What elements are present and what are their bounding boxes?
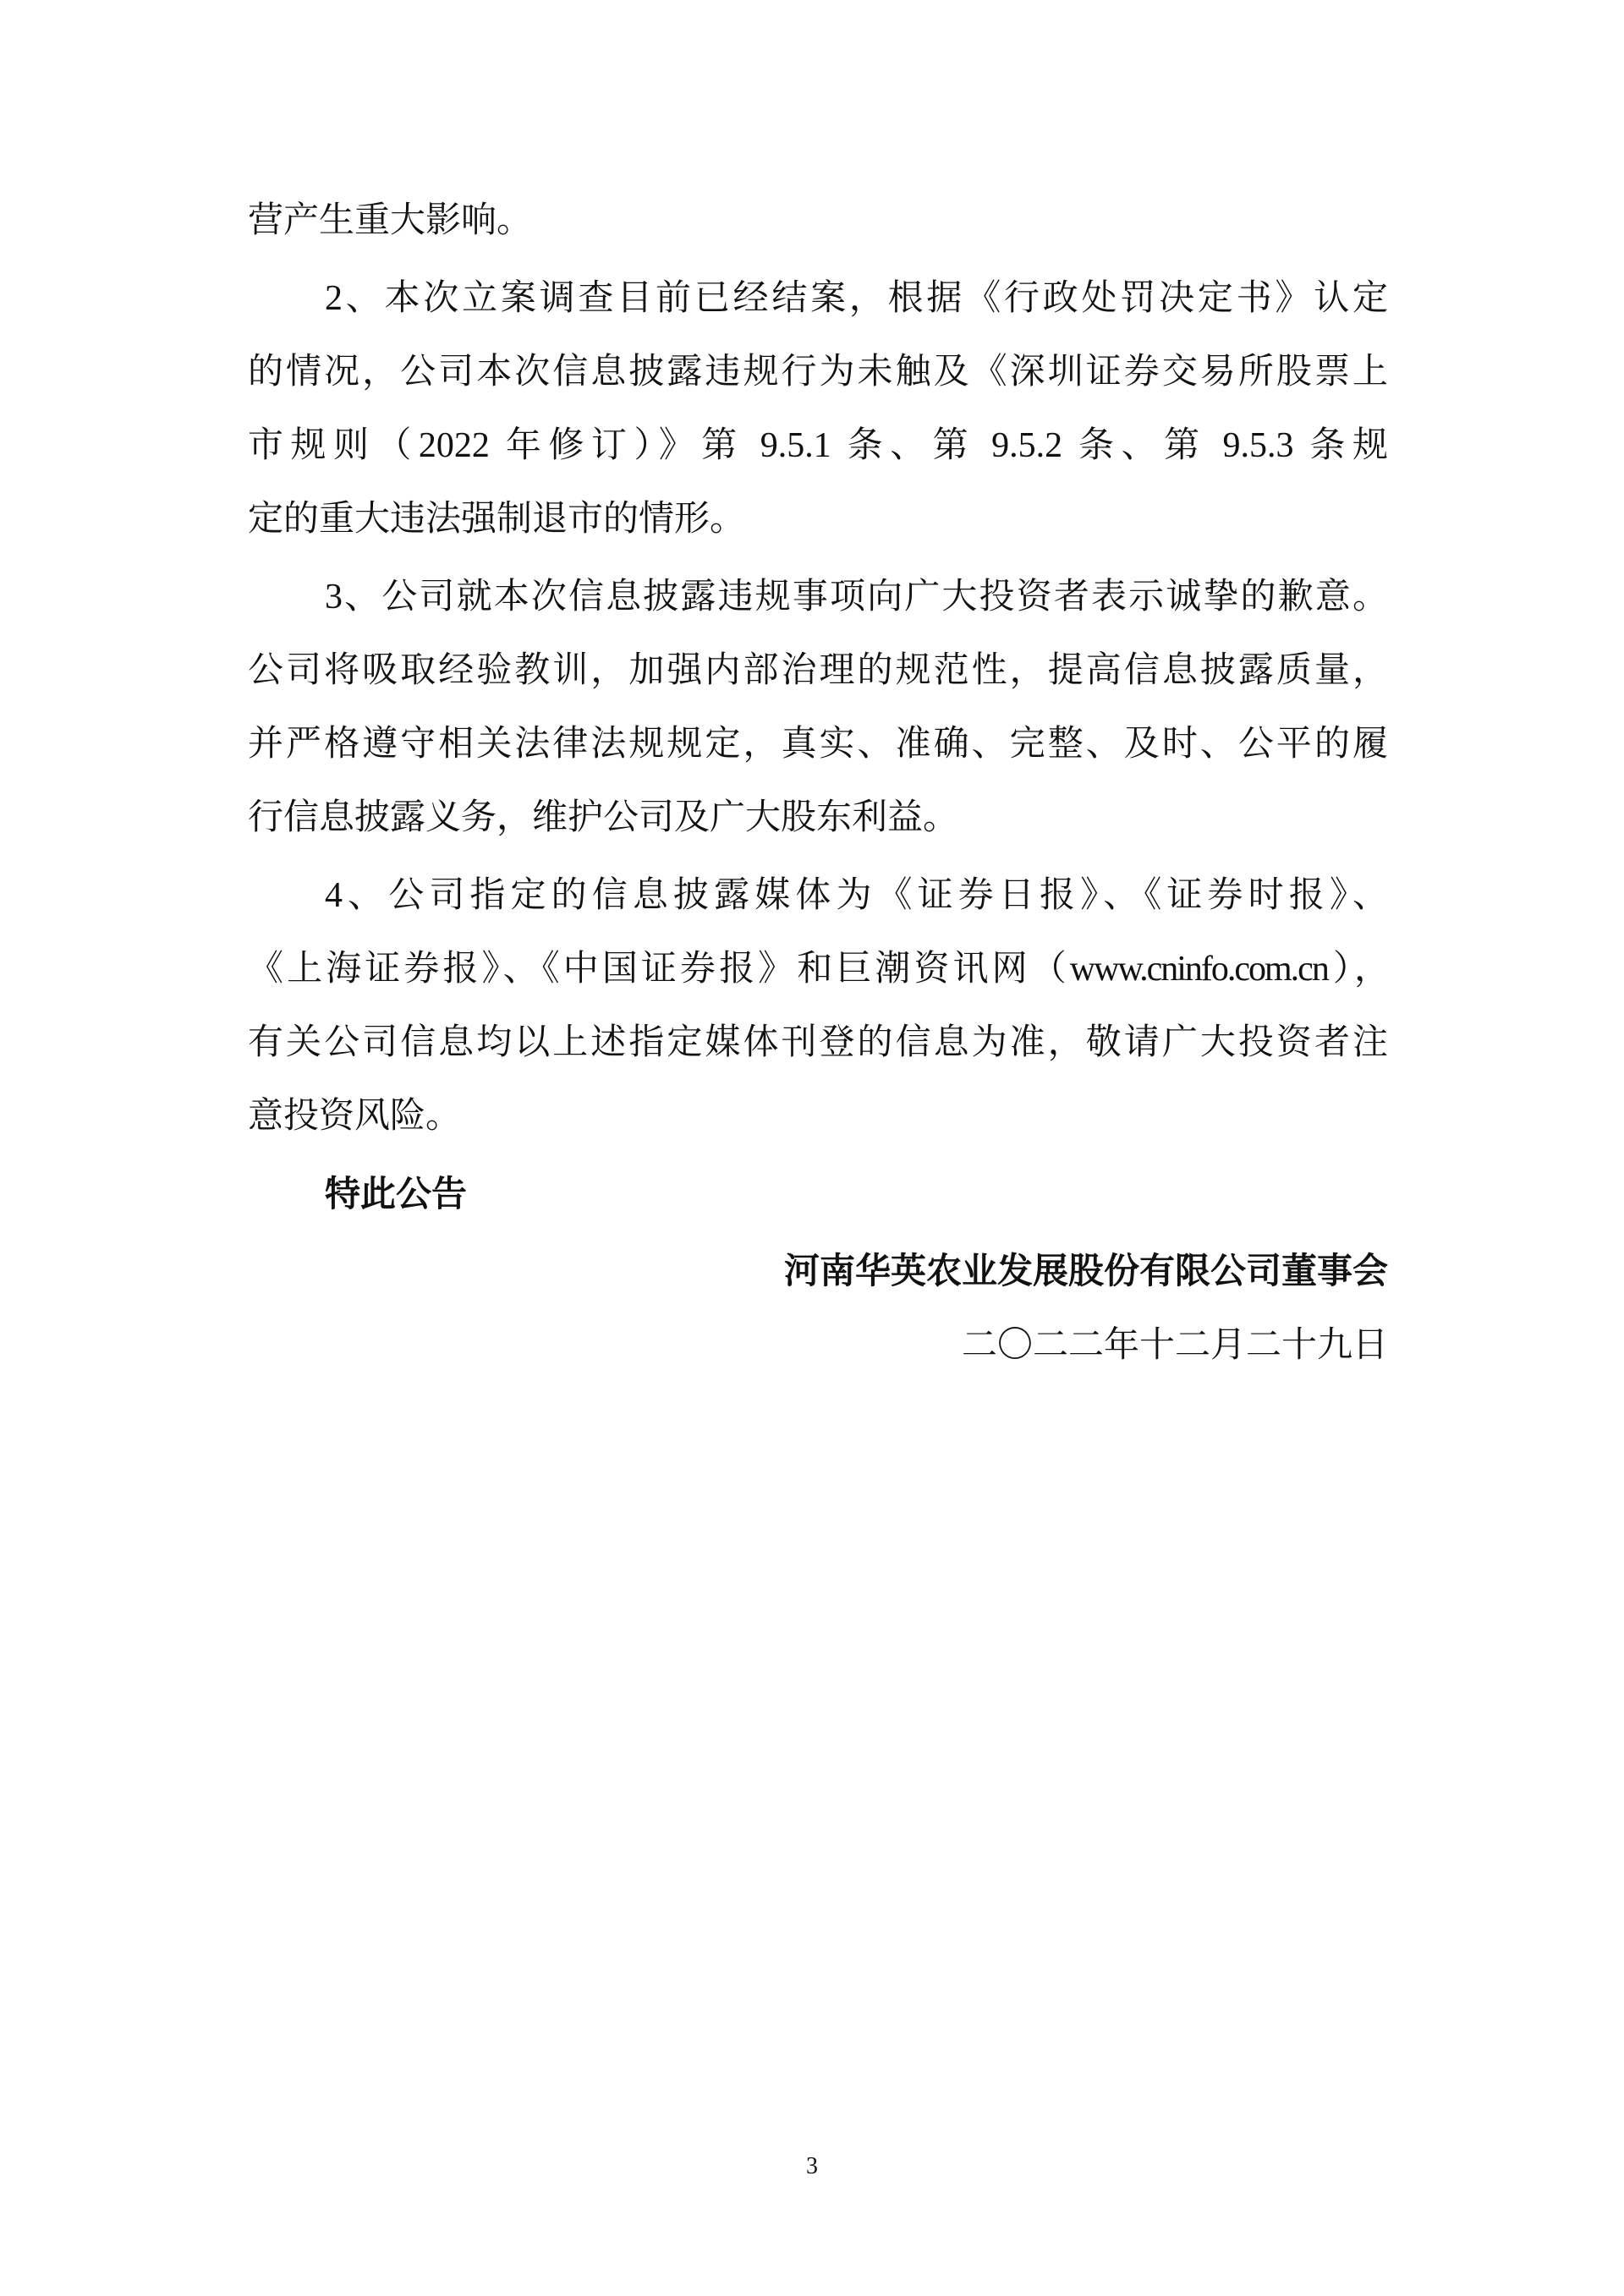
- page-number: 3: [806, 2153, 818, 2179]
- text-line: 并严格遵守相关法律法规规定，真实、准确、完整、及时、公平的履: [248, 725, 1388, 764]
- paragraph-continuation: [248, 184, 1388, 258]
- closing-statement: 特此公告: [325, 1175, 468, 1214]
- text-line: 定的重大违法强制退市的情形。: [248, 500, 746, 539]
- text-line: 意投资风险。: [248, 1097, 462, 1136]
- text-line: 行信息披露义务，维护公司及广大股东利益。: [248, 798, 959, 837]
- paragraph-item-3: [248, 561, 1388, 855]
- text-line: 2、本次立案调查目前已经结案，根据《行政处罚决定书》认定: [325, 279, 1388, 318]
- text-line: 的情况，公司本次信息披露违规行为未触及《深圳证券交易所股票上: [248, 353, 1388, 392]
- paragraph-item-4: [248, 859, 1388, 1153]
- signature-date: 二〇二二年十二月二十九日: [961, 1326, 1388, 1365]
- text-line: 市规则（2022 年修订）》第 9.5.1 条、第 9.5.2 条、第 9.5.3 条规: [248, 426, 1388, 465]
- text-line: 3、公司就本次信息披露违规事项向广大投资者表示诚挚的歉意。: [325, 578, 1388, 616]
- text-line: 4、公司指定的信息披露媒体为《证券日报》、《证券时报》、: [325, 876, 1388, 915]
- text-line: 公司将吸取经验教训，加强内部治理的规范性，提高信息披露质量，: [248, 651, 1388, 690]
- text-line: 《上海证券报》、《中国证券报》和巨潮资讯网（www.cninfo.com.cn），: [248, 950, 1388, 989]
- document-body: [248, 184, 1388, 1383]
- text-line: 有关公司信息均以上述指定媒体刊登的信息为准，敬请广大投资者注: [248, 1023, 1388, 1062]
- text-line: 营产生重大影响。: [248, 201, 533, 240]
- paragraph-item-2: [248, 262, 1388, 556]
- signature-company: 河南华英农业发展股份有限公司董事会: [783, 1252, 1388, 1291]
